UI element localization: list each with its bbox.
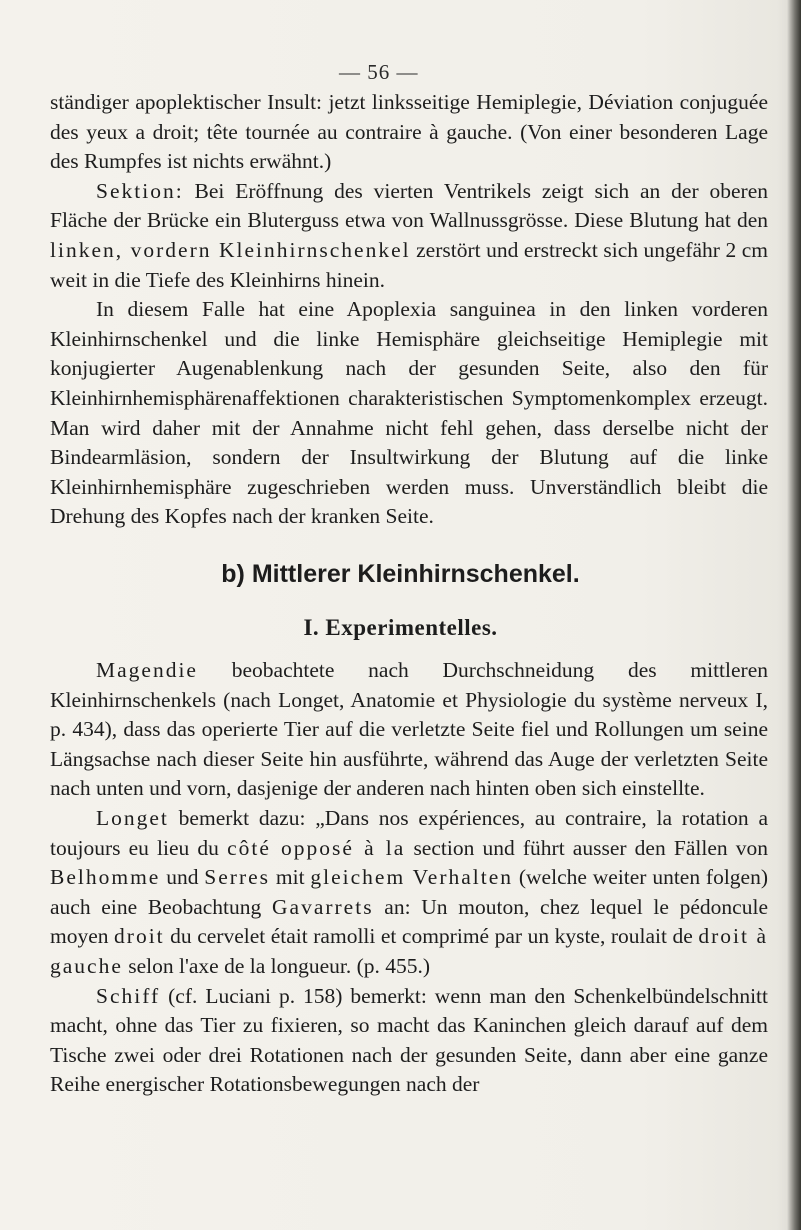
page-number: — 56 — [339, 60, 419, 84]
paragraph-magendie [50, 656, 768, 804]
longet-emphasis-3: droit [114, 924, 165, 949]
magendie-text: beobachtete nach Durchschneidung des mittleren Kleinhirnschenkels (nach Longet, Anatomie et Physiologie du système nerveux I, p. 434), dass das operierte Tier auf die verletzte Seite fiel und Rollungen um seine Längsachse nach dieser Seite hin ausführte, während das Auge der verletzten Seite nach unten und vorn, dasjenige der anderen nach hinten oben sich einstellte. [50, 658, 768, 801]
longet-text-d: mit [270, 865, 311, 890]
section-1-text [50, 88, 768, 532]
longet-text-g: du cervelet était ramolli et comprimé par un kyste, roulait de [164, 924, 699, 949]
longet-text-f: an: Un mouton, chez lequel le pédoncule moyen [50, 894, 768, 949]
author-schiff: Schiff [96, 983, 161, 1008]
longet-emphasis-2: gleichem Verhalten [310, 865, 514, 890]
longet-emphasis-4: droit à gauche [50, 924, 768, 978]
longet-emphasis-1: côté opposé à la [227, 835, 406, 860]
paragraph-discussion: In diesem Falle hat eine Apoplexia sanguinea in den linken vorderen Kleinhirnschenkel und die linke Hemisphäre gleichseitige Hemiplegie mit konjugierter Augenablenkung nach der gesunden Seite, also den für Kleinhirnhemisphärenaffektionen charakteristischen Symptomenkomplex erzeugt. Man wird daher mit der Annahme nicht fehl gehen, dass derselbe nicht der Bindearmläsion, sondern der Insultwirkung der Blutung auf die linke Kleinhirnhemisphäre zugeschrieben werden muss. Unverständlich bleibt die Drehung des Kopfes nach der kranken Seite. [50, 297, 768, 529]
paragraph-longet [50, 804, 768, 982]
subsection-heading: I. Experimentelles. [303, 615, 498, 640]
author-belhomme: Belhomme [50, 865, 161, 890]
sektion-label: Sektion: [96, 178, 184, 203]
sektion-text-b: zerstört und erstreckt sich ungefähr 2 cm weit in die Tiefe des Kleinhirns hinein. [50, 237, 768, 292]
author-gavarret: Gavarrets [272, 894, 374, 919]
longet-text-b: section und führt ausser den Fällen von [405, 835, 769, 860]
longet-text-h: selon l'axe de la longueur. (p. 455.) [122, 953, 431, 978]
author-serres: Serres [204, 865, 271, 890]
paragraph-sektion [50, 177, 768, 295]
sektion-emphasis: linken, vordern Kleinhirnschenkel [50, 237, 411, 262]
section-heading: b) Mittlerer Kleinhirnschenkel. [221, 560, 580, 588]
sektion-text-a: Bei Eröffnung des vierten Ventrikels zeigt sich an der oberen Fläche der Brücke ein Bluterguss etwa von Wallnussgrösse. Diese Blutung hat den [50, 178, 768, 233]
section-2-text [50, 656, 768, 1100]
paragraph-schiff [50, 982, 768, 1100]
longet-text-e: (welche weiter unten folgen) auch eine Beobachtung [50, 865, 769, 919]
author-magendie: Magendie [96, 658, 198, 682]
paragraph-case-report: ständiger apoplektischer Insult: jetzt linksseitige Hemiplegie, Déviation conjuguée des yeux a droit; tête tournée au contraire à gauche. (Von einer besonderen Lage des Rumpfes ist nichts erwähnt.) [50, 90, 768, 174]
author-longet: Longet [96, 805, 169, 830]
schiff-text: (cf. Luciani p. 158) bemerkt: wenn man den Schenkelbündelschnitt macht, ohne das Tier zu fixieren, so macht das Kaninchen gleich darauf auf dem Tische zwei oder drei Rotationen nach der gesunden Seite, dann aber eine ganze Reihe energischer Rotationsbewegungen nach der [50, 983, 768, 1097]
longet-text-a: bemerkt dazu: „Dans nos expériences, au contraire, la rotation a toujours eu lieu du [50, 805, 768, 860]
longet-text-c: und [160, 865, 205, 890]
